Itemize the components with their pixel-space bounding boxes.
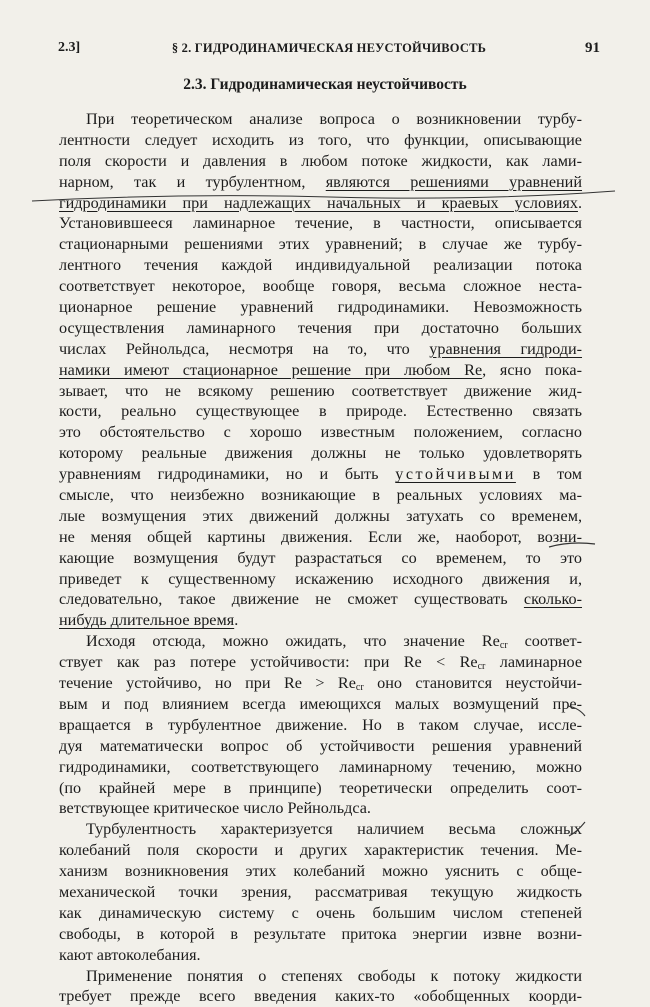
text-line: ветствующее критическое число Рейнольдса. [59, 799, 371, 818]
text-line: смысле, что неизбежно возникающие в реальных условиях ма- [59, 486, 582, 505]
text-line: свободы, в которой в результате притока энергии извне возни- [59, 924, 582, 943]
text-line: ствует как раз потере устойчивости: при $Re < Re_{cr}$ ламинарное [59, 653, 583, 673]
text-line: уравнениям гидродинамики, но и быть устойчивыми в том [59, 465, 582, 484]
text-line: дуя математически вопрос об устойчивости решения уравнений [59, 736, 582, 755]
text-line: которому реальные движения должны не только удовлетворять [59, 444, 582, 463]
text-line: ционарное решение уравнений гидродинамики. Невозможность [59, 298, 582, 317]
text-line: вращается в турбулентное движение. Но в таком случае, иссле- [59, 715, 582, 734]
text-line: не меняя общей картины движения. Если же, наоборот, возни- [59, 527, 582, 546]
text-line: гидродинамики при надлежащих начальных и краевых условиях. [59, 193, 582, 212]
underlined-phrase: намики имеют стационарное решение при любом Re [59, 360, 483, 379]
text-line: вым и под влиянием всегда имеющихся малых возмущений пре- [59, 694, 582, 713]
underlined-phrase: нибудь длительное время [59, 611, 235, 630]
text-line: Турбулентность характеризуется наличием весьма сложных [86, 820, 582, 839]
text-line: зывает, что не всякому решению соответствует движение жид- [59, 381, 582, 400]
text-line: поля скорости и давления в любом потоке жидкости, как лами- [59, 151, 582, 170]
emphasized-word: устойчивыми [395, 465, 516, 484]
text-line: Применение понятия о степенях свободы к потоку жидкости [86, 966, 582, 985]
text-line: соответствует некоторое, вообще говоря, весьма сложное неста- [59, 277, 582, 296]
pencil-underline-mark [30, 185, 630, 215]
underlined-phrase: являются решениями уравнений [325, 172, 583, 191]
text-line: следовательно, такое движение не сможет существовать сколько- [59, 590, 582, 609]
text-line: как динамическую систему с очень большим числом степеней [59, 903, 582, 922]
text-line: кают автоколебания. [59, 945, 201, 964]
text-line: кости, реально существующее в природе. Естественно связать [59, 402, 582, 421]
text-line: осуществления ламинарного течения при достаточно больших [59, 318, 582, 337]
text-line: лентного течения каждой индивидуальной реализации потока [59, 256, 582, 275]
text-line: нибудь длительное время. [59, 611, 239, 630]
text-line: это обстоятельство с хорошо известным положением, согласно [59, 423, 582, 442]
text-line: кающие возмущения будут разрастаться со временем, то это [59, 548, 582, 567]
running-head [58, 40, 600, 62]
page-number: 91 [585, 40, 600, 56]
text-line: приведет к существенному искажению исходного движения и, [59, 569, 582, 588]
text-line: нарном, так и турбулентном, являются решениями уравнений [59, 172, 583, 191]
text-line: числах Рейнольдса, несмотря на то, что уравнения гидроди- [59, 339, 583, 358]
underlined-phrase: сколько- [523, 590, 582, 609]
text-line: гидродинамики, соответствующего ламинарному течению, можно [59, 757, 582, 776]
section-title: 2.3. Гидродинамическая неустойчивость [183, 76, 467, 93]
text-line: Исходя отсюда, можно ожидать, что значение $Re_{cr}$ соответ- [86, 632, 582, 652]
text-line: лентности следует исходить из того, что функции, описывающие [59, 130, 582, 149]
underlined-phrase: уравнения гидроди- [429, 339, 583, 358]
text-line: лые возмущения этих движений должны затухать со временем, [59, 506, 582, 525]
text-line: (по крайней мере в принципе) теоретически определить соот- [59, 778, 582, 797]
text-line: требует прежде всего введения каких-то «обобщенных коорди- [59, 987, 582, 1006]
text-line: механической точки зрения, рассматривая текущую жидкость [59, 882, 582, 901]
body-text [59, 109, 582, 1007]
text-line: Установившееся ламинарное течение, в частности, описывается [59, 214, 582, 233]
pencil-bracket-mark [565, 818, 595, 842]
pencil-dash-mark [545, 535, 605, 555]
text-line: колебаний поля скорости и других характеристик течения. Ме- [59, 841, 582, 860]
section-number: 2.3] [58, 40, 81, 55]
text-line: намики имеют стационарное решение при любом Re, ясно пока- [59, 360, 582, 379]
text-line: При теоретическом анализе вопроса о возникновении турбу- [86, 110, 582, 128]
underlined-phrase: гидродинамики при надлежащих начальных и краевых условиях [59, 193, 578, 212]
text-line: стационарными решениями этих уравнений; в случае же турбу- [59, 235, 582, 254]
text-line: ханизм возникновения этих колебаний можно уяснить с обще- [59, 862, 582, 881]
chapter-heading: § 2. ГИДРОДИНАМИЧЕСКАЯ НЕУСТОЙЧИВОСТЬ [171, 41, 487, 55]
pencil-bracket-mark [565, 702, 595, 726]
text-line: течение устойчиво, но при $Re > Re_{cr}$ оно становится неустойчи- [59, 674, 582, 694]
